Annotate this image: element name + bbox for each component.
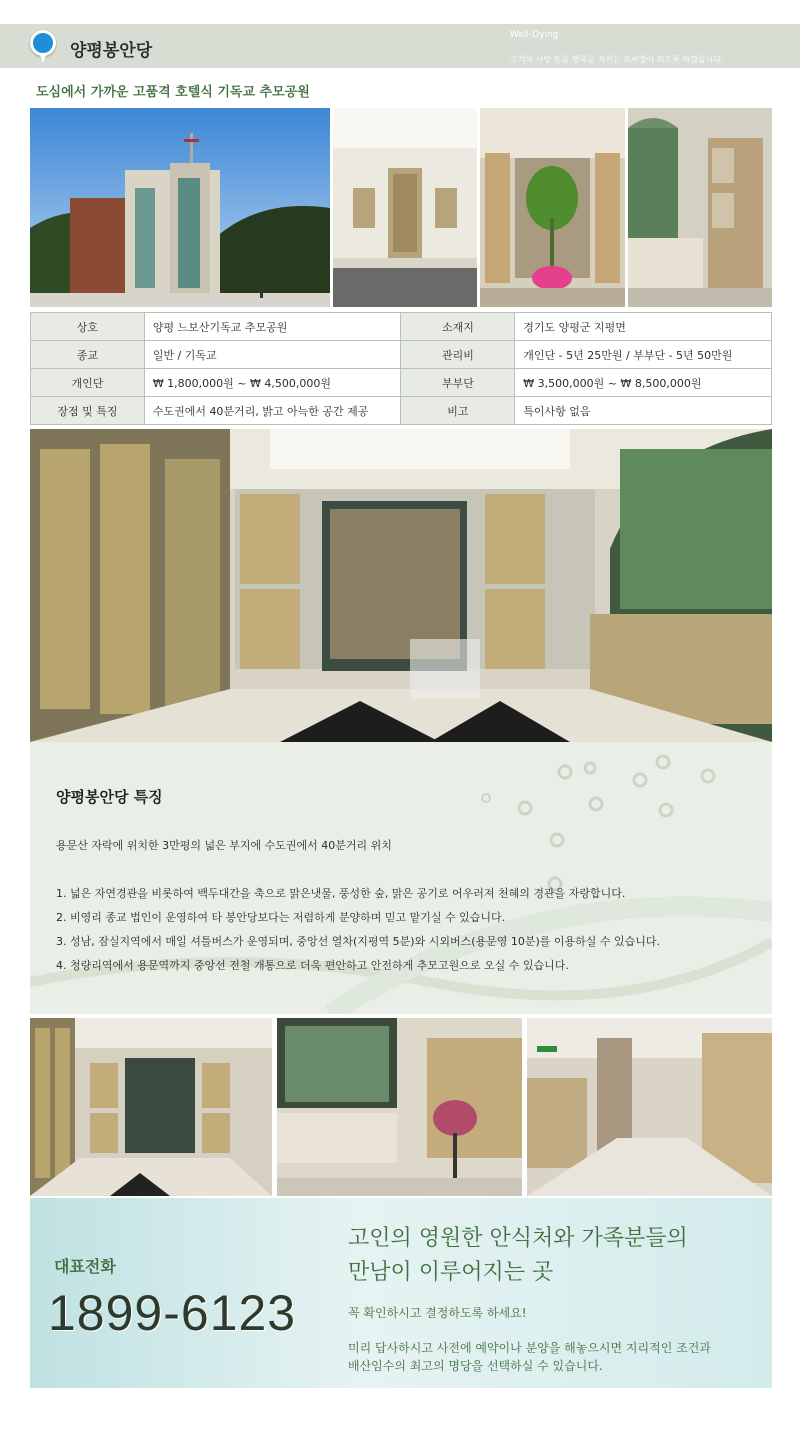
contact-banner	[30, 1198, 772, 1388]
table-header-cell: 비고	[401, 397, 515, 425]
brand-title: 양평봉안당	[70, 41, 153, 61]
table-header-cell: 소재지	[401, 313, 515, 341]
well-dying-label: Well-Dying	[510, 30, 559, 40]
table-row	[31, 397, 772, 425]
features-intro: 용문산 자락에 위치한 3만평의 넓은 부지에 수도권에서 40분거리 위치	[56, 839, 392, 852]
features-section	[30, 742, 772, 1014]
gallery-photo-2	[277, 1018, 522, 1196]
gallery-photo-3	[527, 1018, 772, 1196]
table-value-cell: 개인단 - 5년 25만원 / 부부단 - 5년 50만원	[515, 341, 772, 369]
contact-headline	[348, 1222, 688, 1290]
headline-line-1: 고인의 영원한 안식처와 가족분들의	[348, 1226, 688, 1251]
hall-photo-2	[480, 108, 625, 307]
slogan-text: 고객의 사랑 믿음 행복을 지키는 르씨엘이 되도록 하겠습니다.	[510, 55, 724, 64]
table-header-cell: 종교	[31, 341, 145, 369]
features-list	[56, 882, 660, 978]
features-title: 양평봉안당 특징	[56, 788, 163, 806]
table-value-cell: 경기도 양평군 지평면	[515, 313, 772, 341]
main-interior-photo	[30, 429, 772, 742]
table-header-cell: 장점 및 특징	[31, 397, 145, 425]
table-header-cell: 관리비	[401, 341, 515, 369]
table-header-cell: 개인단	[31, 369, 145, 397]
table-value-cell: 양평 느보산기독교 추모공원	[144, 313, 401, 341]
page-subtitle: 도심에서 가까운 고품격 호텔식 기독교 추모공원	[36, 85, 310, 100]
header-bar	[0, 24, 800, 68]
description-line-2: 배산임수의 최고의 명당을 선택하실 수 있습니다.	[348, 1359, 603, 1373]
table-value-cell: 특이사항 없음	[515, 397, 772, 425]
table-value-cell: 수도권에서 40분거리, 밝고 아늑한 공간 제공	[144, 397, 401, 425]
description-line-1: 미리 답사하시고 사전에 예약이나 분양을 해놓으시면 지리적인 조건과	[348, 1341, 711, 1355]
list-item: 2. 비영리 종교 법인이 운영하여 타 봉안당보다는 저렴하게 분양하며 믿고 맡기실 수 있습니다.	[56, 911, 506, 924]
phone-label: 대표전화	[54, 1257, 116, 1276]
location-pin-icon	[30, 30, 56, 56]
contact-cta: 꼭 확인하시고 결정하도록 하세요!	[348, 1306, 527, 1320]
table-value-cell: ₩ 1,800,000원 ~ ₩ 4,500,000원	[144, 369, 401, 397]
building-exterior-photo	[30, 108, 330, 307]
gallery-photo-1	[30, 1018, 272, 1196]
table-row	[31, 369, 772, 397]
list-item: 3. 성남, 잠실지역에서 매일 셔틀버스가 운영되며, 중앙선 열차(지평역 5분)와 시외버스(용문영 10분)를 이용하실 수 있습니다.	[56, 935, 661, 948]
table-value-cell: 일반 / 기독교	[144, 341, 401, 369]
table-header-cell: 부부단	[401, 369, 515, 397]
table-header-cell: 상호	[31, 313, 145, 341]
tagline-box	[500, 24, 800, 68]
hall-photo-1	[333, 108, 477, 307]
contact-description	[348, 1339, 711, 1375]
hall-photo-3	[628, 108, 772, 307]
list-item: 1. 넓은 자연경관을 비롯하여 백두대간을 축으로 맑은냇물, 풍성한 숲, 맑은 공기로 어우러져 천혜의 경관을 자랑합니다.	[56, 887, 626, 900]
table-row	[31, 313, 772, 341]
table-row	[31, 341, 772, 369]
list-item: 4. 청량리역에서 용문역까지 중앙선 전철 개통으로 더욱 편안하고 안전하게 추모고원으로 오실 수 있습니다.	[56, 959, 569, 972]
phone-number[interactable]: 1899-6123	[48, 1285, 297, 1341]
table-value-cell: ₩ 3,500,000원 ~ ₩ 8,500,000원	[515, 369, 772, 397]
info-table	[30, 312, 772, 425]
headline-line-2: 만남이 이루어지는 곳	[348, 1260, 554, 1285]
